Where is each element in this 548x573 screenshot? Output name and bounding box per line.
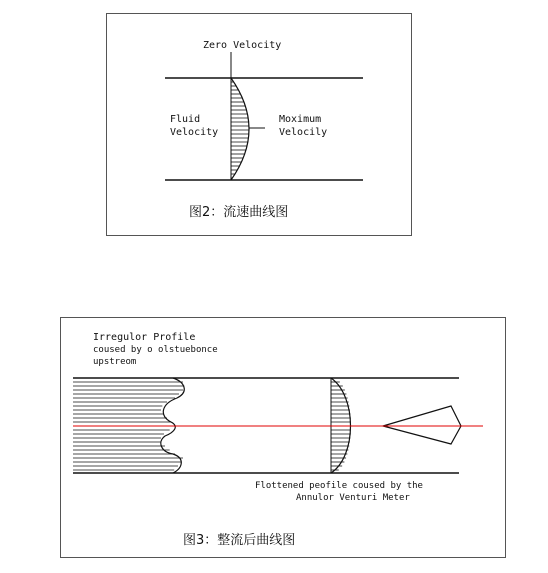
figure-2-velocity-profile xyxy=(106,13,412,236)
flattened-profile-label-2: Annulor Venturi Meter xyxy=(296,493,410,503)
velocity-profile-curve xyxy=(231,78,249,180)
flattened-profile-label-1: Flottened peofile coused by the xyxy=(255,481,423,491)
irregular-profile-label-2: coused by o olstuebonce xyxy=(93,345,218,355)
figure-3-diagram xyxy=(61,318,507,559)
figure-3-caption: 图3：整流后曲线图 xyxy=(183,533,296,548)
fluid-velocity-label-1: Fluid xyxy=(170,114,201,125)
max-velocity-label-2: Velocily xyxy=(279,127,328,138)
irregular-profile-label-3: upstreom xyxy=(93,357,137,367)
max-velocity-label-1: Moximum xyxy=(279,114,322,125)
figure-2-caption: 图2：流速曲线图 xyxy=(189,205,289,220)
figure-3-flattened-profile xyxy=(60,317,506,558)
fluid-velocity-label-2: Velocity xyxy=(170,127,219,138)
zero-velocity-label: Zero Velocity xyxy=(203,40,282,51)
profile-hatching xyxy=(231,82,249,178)
irregular-profile-label-1: Irregulor Profile xyxy=(93,332,196,343)
annular-venturi-cone xyxy=(383,406,461,444)
